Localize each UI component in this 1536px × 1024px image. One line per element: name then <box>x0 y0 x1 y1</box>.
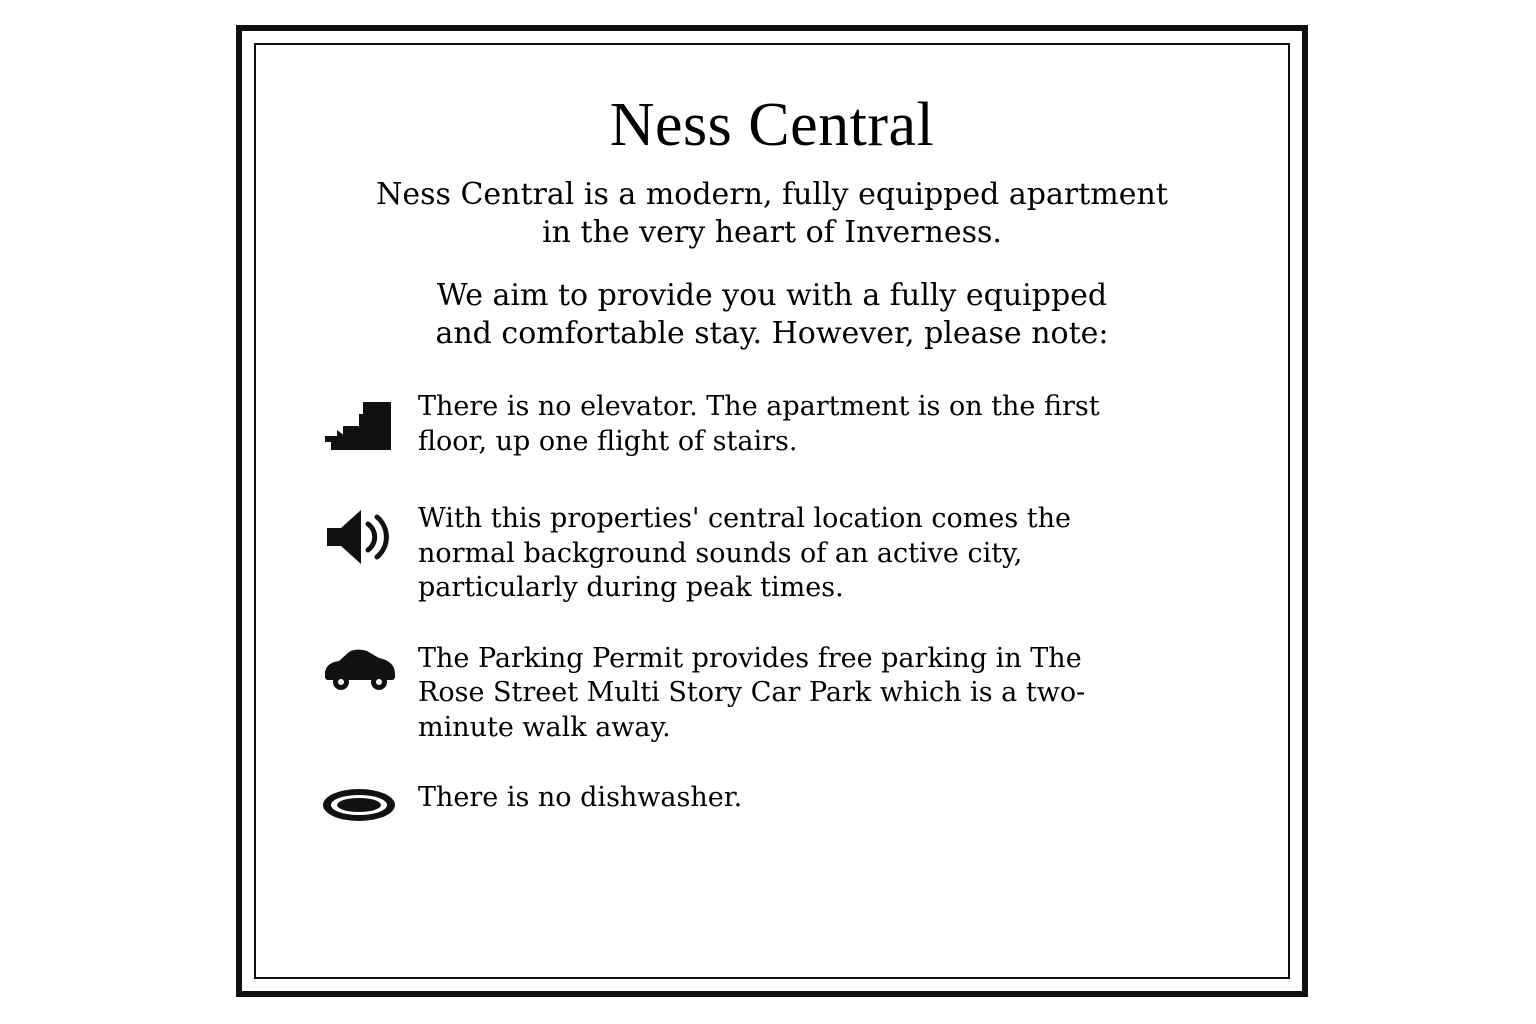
page-title: Ness Central <box>609 91 935 159</box>
intro-paragraph-1: Ness Central is a modern, fully equipped apartment in the very heart of Inverness. <box>376 177 1168 250</box>
note-item-dishwasher <box>300 779 1244 827</box>
sign-content <box>256 45 1288 977</box>
speaker-sound-icon <box>300 500 418 570</box>
intro-paragraph-2: We aim to provide you with a fully equipped and comfortable stay. However, please note: <box>435 278 1109 351</box>
note-text-noise: With this properties' central location comes the normal background sounds of an active city, particularly during peak times. <box>418 503 1071 604</box>
sign-inner-border <box>254 43 1290 979</box>
notes-list <box>300 386 1244 827</box>
note-item-stairs <box>300 386 1244 466</box>
stairs-icon <box>300 386 418 466</box>
sign-outer-border <box>236 25 1308 997</box>
note-text-stairs: There is no elevator. The apartment is on the first floor, up one flight of stairs. <box>418 391 1100 457</box>
note-text-dishwasher: There is no dishwasher. <box>418 782 743 814</box>
car-icon <box>300 640 418 692</box>
dishwasher-icon <box>300 779 418 827</box>
note-item-noise <box>300 500 1244 606</box>
note-item-parking <box>300 640 1244 746</box>
note-text-parking: The Parking Permit provides free parking in The Rose Street Multi Story Car Park which is a two-minute walk away. <box>418 642 1086 743</box>
